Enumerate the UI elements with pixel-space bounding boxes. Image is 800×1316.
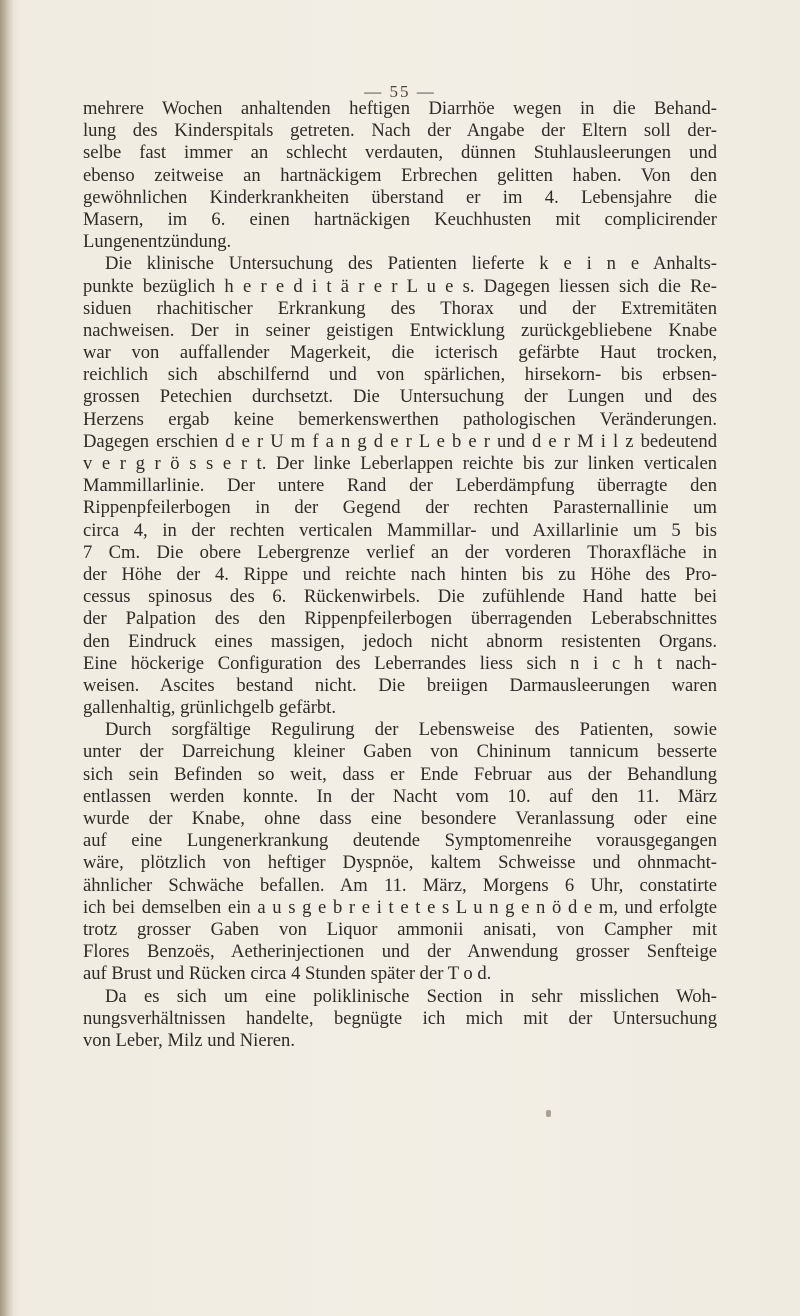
text-line: lung des Kinderspitals getreten. Nach der Angabe der Eltern soll der-: [83, 120, 717, 142]
text-line: war von auffallender Magerkeit, die icterisch gefärbte Haut trocken,: [83, 342, 717, 364]
text-line: v e r g r ö s s e r t. Der linke Leberlappen reichte bis zur linken verticalen: [83, 453, 717, 474]
text-line: auf eine Lungenerkrankung deutende Symptomenreihe vorausgegangen: [83, 830, 717, 852]
text-line: circa 4, in der rechten verticalen Mammillar- und Axillarlinie um 5 bis: [83, 519, 717, 541]
text-line: nungsverhältnissen handelte, begnügte ich mich mit der Untersuchung: [83, 1007, 717, 1029]
text-line: Herzens ergab keine bemerkenswerthen pathologischen Veränderungen.: [83, 408, 717, 430]
text-line: wurde der Knabe, ohne dass eine besondere Veranlassung oder eine: [83, 808, 717, 829]
text-line: ebenso zeitweise an hartnäckigem Erbrechen gelitten haben. Von den: [83, 164, 717, 186]
text-line: ähnlicher Schwäche befallen. Am 11. März, Morgens 6 Uhr, constatirte: [83, 874, 717, 896]
text-line: Masern, im 6. einen hartnäckigen Keuchhusten mit complicirender: [83, 208, 717, 230]
text-line: reichlich sich abschilfernd und von spärlichen, hirsekorn- bis erbsen-: [83, 364, 717, 386]
text-line: gewöhnlichen Kinderkrankheiten überstand er im 4. Lebensjahre die: [83, 186, 717, 208]
text-line: siduen rhachitischer Erkrankung des Thorax und der Extremitäten: [83, 297, 717, 319]
text-line: Lungenentzündung.: [83, 231, 232, 253]
text-line: mehrere Wochen anhaltenden heftigen Diarrhöe wegen in die Behand-: [83, 98, 717, 119]
text-line: von Leber, Milz und Nieren.: [83, 1029, 295, 1051]
text-line: unter der Darreichung kleiner Gaben von Chininum tannicum besserte: [83, 741, 717, 763]
text-line: den Eindruck eines massigen, jedoch nicht abnorm resistenten Organs.: [83, 630, 717, 652]
body-text: [83, 98, 717, 1052]
text-line: der Palpation des den Rippenpfeilerbogen überragenden Leberabschnittes: [83, 608, 717, 630]
binding-shadow: [0, 0, 14, 1316]
text-line: Rippenpfeilerbogen in der Gegend der rechten Parasternallinie um: [83, 497, 717, 519]
text-line: Mammillarlinie. Der untere Rand der Leberdämpfung überragte den: [83, 475, 717, 497]
text-line: punkte bezüglich h e r e d i t ä r e r L u e s. Dagegen liessen sich die Re-: [83, 275, 717, 297]
text-line: ich bei demselben ein a u s g e b r e i t e t e s L u n g e n ö d e m, und erfolgte: [83, 896, 717, 918]
text-line: cessus spinosus des 6. Rückenwirbels. Die zufühlende Hand hatte bei: [83, 586, 717, 608]
ink-speck: [546, 1110, 551, 1117]
text-line: Eine höckerige Configuration des Leberrandes liess sich n i c h t nach-: [83, 652, 717, 674]
text-line: Dagegen erschien d e r U m f a n g d e r L e b e r und d e r M i l z bedeutend: [83, 430, 717, 452]
text-line: grossen Petechien durchsetzt. Die Untersuchung der Lungen und des: [83, 386, 717, 408]
text-line: der Höhe der 4. Rippe und reichte nach hinten bis zu Höhe des Pro-: [83, 563, 717, 585]
text-line: Die klinische Untersuchung des Patienten lieferte k e i n e Anhalts-: [105, 253, 717, 275]
text-line: trotz grosser Gaben von Liquor ammonii anisati, von Campher mit: [83, 918, 717, 940]
text-line: Flores Benzoës, Aetherinjectionen und der Anwendung grosser Senfteige: [83, 941, 717, 963]
text-line: wäre, plötzlich von heftiger Dyspnöe, kaltem Schweisse und ohnmacht-: [83, 852, 717, 874]
text-line: weisen. Ascites bestand nicht. Die breiigen Darmausleerungen waren: [83, 674, 717, 696]
page-number: — 55 —: [364, 82, 436, 101]
text-line: auf Brust und Rücken circa 4 Stunden später der T o d.: [83, 963, 492, 985]
text-line: Da es sich um eine poliklinische Section in sehr misslichen Woh-: [105, 985, 717, 1007]
text-line: selbe fast immer an schlecht verdauten, dünnen Stuhlausleerungen und: [83, 142, 717, 164]
text-line: entlassen werden konnte. In der Nacht vom 10. auf den 11. März: [83, 785, 717, 807]
text-line: 7 Cm. Die obere Lebergrenze verlief an der vorderen Thoraxfläche in: [83, 541, 717, 563]
text-line: sich sein Befinden so weit, dass er Ende Februar aus der Behandlung: [83, 763, 717, 785]
text-line: gallenhaltig, grünlichgelb gefärbt.: [83, 697, 336, 719]
text-line: Durch sorgfältige Regulirung der Lebensweise des Patienten, sowie: [105, 719, 717, 741]
text-line: nachweisen. Der in seiner geistigen Entwicklung zurückgebliebene Knabe: [83, 319, 717, 341]
